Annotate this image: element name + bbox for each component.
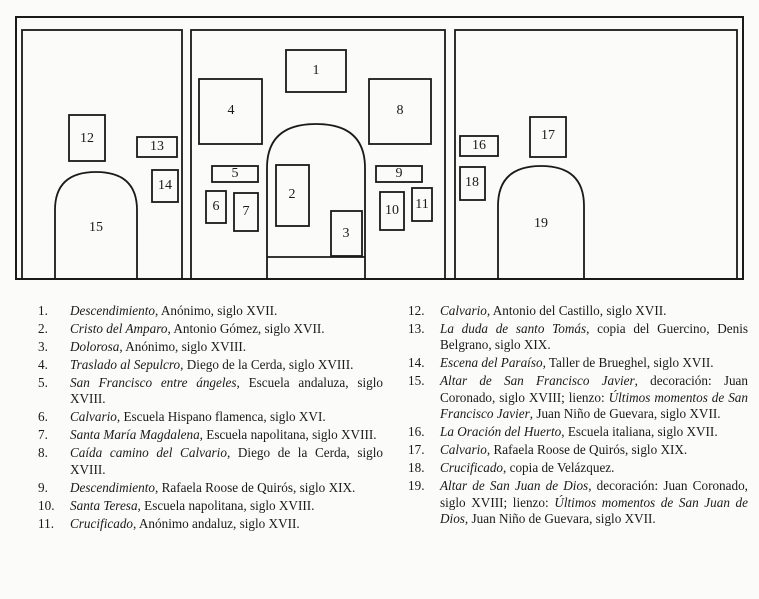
legend-entry-title: La Oración del Huerto	[440, 424, 562, 440]
legend-entry-title: Traslado al Sepulcro	[70, 357, 181, 372]
legend-entry-details: Antonio Gómez, siglo XVII.	[173, 321, 325, 336]
legend-entry-number: 18.	[408, 460, 425, 476]
legend-entry-description	[70, 498, 383, 514]
legend-entry-description	[70, 303, 383, 319]
legend-entry-title: Escena del Paraíso	[440, 355, 543, 371]
legend-entry-description	[440, 424, 748, 440]
painting-number-9: 9	[395, 166, 403, 182]
legend-entry-description	[70, 375, 383, 408]
legend-entry	[38, 427, 383, 443]
painting-number-18: 18	[465, 175, 479, 191]
legend-entry-separator: ,	[226, 445, 238, 461]
legend-entry-description	[440, 373, 748, 422]
legend-entry-details: Escuela napolitana, siglo XVIII.	[206, 427, 377, 443]
legend-entry	[38, 321, 383, 337]
legend-entry-description	[70, 357, 383, 373]
legend-entry-title: Calvario	[70, 409, 117, 425]
painting-number-4: 4	[227, 103, 235, 119]
right-wall	[455, 30, 737, 279]
legend-entry-title: Caída camino del Calvario	[70, 445, 227, 461]
legend-entry-number: 15.	[408, 373, 425, 389]
legend-entry-title: Crucificado	[70, 515, 134, 531]
wall-elevation-diagram	[0, 0, 759, 290]
legend-entry-number: 3.	[38, 339, 48, 354]
legend-entry	[408, 478, 748, 527]
legend-entry-number: 10.	[38, 497, 55, 513]
legend-entry-number: 11.	[38, 515, 54, 531]
painting-number-19: 19	[534, 216, 548, 232]
legend-entry-details: Antonio del Castillo, siglo XVII.	[492, 303, 667, 318]
legend-entry	[38, 357, 383, 373]
legend-entry-description	[70, 409, 383, 425]
legend-entry-description	[70, 445, 383, 478]
legend-entry-number: 9.	[38, 479, 48, 495]
legend-entry	[408, 303, 748, 319]
legend-entry-description	[440, 303, 748, 319]
legend-entry-title: Cristo del Amparo	[70, 321, 168, 336]
legend-entry-title: Calvario	[440, 303, 487, 318]
legend-entry-description	[70, 516, 383, 532]
legend-entry	[38, 516, 383, 532]
painting-number-10: 10	[385, 203, 399, 219]
legend-entry-separator: ,	[167, 321, 174, 336]
legend-entry	[38, 498, 383, 514]
legend-entry-number: 8.	[38, 445, 48, 461]
legend-entry	[38, 480, 383, 496]
legend-entry-title: Santa María Magdalena	[70, 427, 200, 443]
legend-entry-separator: ,	[154, 479, 162, 495]
legend-entry-number: 7.	[38, 427, 48, 443]
legend-entry-title: La duda de santo Tomás	[440, 321, 587, 336]
painting-number-12: 12	[80, 131, 94, 147]
legend-entry-details: copia de Velázquez.	[509, 460, 615, 476]
legend-entry-separator: ,	[503, 460, 510, 476]
legend-left-column	[38, 303, 383, 534]
legend-entry	[38, 339, 383, 355]
legend-entry-description	[70, 427, 383, 443]
legend-entry-number: 2.	[38, 321, 48, 336]
legend-entry	[408, 424, 748, 440]
legend-entry-title: San Francisco entre ángeles	[70, 375, 237, 390]
legend-entry-title: Altar de San Juan de Dios	[440, 478, 589, 494]
legend-entry-details: Escuela italiana, siglo XVII.	[567, 424, 718, 440]
legend-entry-description	[440, 460, 748, 476]
legend-right-column	[408, 303, 748, 529]
legend-entry-details: Escuela andaluza, siglo XVIII.	[70, 375, 383, 407]
legend-entry-title: Dolorosa	[70, 339, 120, 354]
legend-entry-title: Altar de San Francisco Javier	[440, 373, 635, 389]
legend-entry-title: Santa Teresa	[70, 497, 138, 513]
legend-entry-number: 5.	[38, 375, 48, 390]
legend-entry-separator: ,	[586, 321, 598, 336]
painting-number-14: 14	[158, 178, 172, 194]
legend-entry	[408, 442, 748, 458]
left-wall	[22, 30, 182, 279]
legend-entry-details: , Juan Niño de Guevara, siglo XVII.	[464, 511, 656, 527]
legend-entry-separator: ,	[180, 357, 187, 372]
legend-entry-number: 17.	[408, 442, 425, 458]
legend-entry-separator: ,	[133, 515, 139, 531]
legend-entry-number: 4.	[38, 357, 48, 372]
legend-entry-number: 1.	[38, 303, 48, 318]
legend-entry-separator: ,	[588, 478, 597, 494]
painting-number-3: 3	[342, 226, 350, 242]
painting-number-11: 11	[415, 197, 429, 213]
legend-entry-details: Escuela napolitana, siglo XVIII.	[144, 497, 315, 513]
painting-number-2: 2	[288, 187, 296, 203]
legend-entry-details: decoración: Juan Coronado, siglo XVIII; lienzo:	[440, 373, 748, 405]
legend-entry	[38, 375, 383, 408]
legend-entry-number: 14.	[408, 355, 425, 371]
legend-entry-separator: ,	[634, 373, 651, 389]
legend-entry-title: Descendimiento	[70, 303, 155, 318]
legend-entry-title: Crucificado	[440, 460, 504, 476]
legend-entry-title: Descendimiento	[70, 479, 155, 495]
legend-entry	[408, 355, 748, 371]
legend-entry-separator: ,	[116, 409, 124, 425]
legend-entry-description	[70, 339, 383, 355]
legend-entry-separator: ,	[486, 442, 494, 458]
legend-entry	[408, 460, 748, 476]
legend-entry-number: 12.	[408, 303, 425, 318]
legend-entry-separator: ,	[561, 424, 568, 440]
legend-entry-details: Diego de la Cerda, siglo XVIII.	[186, 357, 354, 372]
legend-entry-description	[70, 480, 383, 496]
legend-entry-details: copia del Guercino, Denis Belgrano, siglo XIX.	[440, 321, 748, 353]
legend-entry	[38, 409, 383, 425]
legend-entry-details: Anónimo, siglo XVIII.	[125, 339, 247, 354]
legend-entry	[38, 303, 383, 319]
painting-number-15: 15	[89, 220, 103, 236]
legend-entry-description	[440, 355, 748, 371]
legend-entry-separator: ,	[236, 375, 249, 390]
legend-entry-details: decoración: Juan Coronado, siglo XVIII; lienzo:	[440, 478, 748, 510]
legend-entry-details: Anónimo, siglo XVII.	[160, 303, 278, 318]
legend-entry-description	[440, 478, 748, 527]
legend-entry-number: 19.	[408, 478, 425, 494]
legend-entry-number: 6.	[38, 409, 48, 425]
legend-entry-details: Escuela Hispano flamenca, siglo XVI.	[123, 409, 326, 425]
legend-entry-title: Últimos momentos de San Francisco Javier	[440, 389, 748, 422]
legend-entry-details: , Juan Niño de Guevara, siglo XVII.	[529, 406, 721, 422]
painting-number-6: 6	[212, 199, 220, 215]
legend-entry-title: Calvario	[440, 442, 487, 458]
legend-entry-number: 13.	[408, 321, 425, 336]
legend-entry-details: Rafaela Roose de Quirós, siglo XIX.	[493, 442, 688, 458]
legend-entry-description	[70, 321, 383, 337]
legend-entry-separator: ,	[154, 303, 161, 318]
legend-entry	[38, 445, 383, 478]
legend-entry	[408, 321, 748, 354]
legend-entry-separator: ,	[199, 427, 207, 443]
center-wall	[191, 30, 445, 279]
legend-entry-separator: ,	[119, 339, 126, 354]
painting-number-8: 8	[396, 103, 404, 119]
legend-entry-details: Rafaela Roose de Quirós, siglo XIX.	[161, 479, 356, 495]
legend-entry-number: 16.	[408, 424, 425, 440]
legend-entry-description	[440, 442, 748, 458]
legend-entry-details: Anónimo andaluz, siglo XVII.	[138, 515, 300, 531]
painting-number-17: 17	[541, 128, 555, 144]
legend-entry	[408, 373, 748, 422]
painting-number-1: 1	[312, 63, 320, 79]
legend-entry-separator: ,	[542, 355, 549, 371]
painting-number-13: 13	[150, 139, 164, 155]
legend-entry-details: Taller de Brueghel, siglo XVII.	[548, 355, 714, 371]
painting-number-16: 16	[472, 138, 486, 154]
legend-entry-separator: ,	[137, 497, 145, 513]
legend-entry-description	[440, 321, 748, 354]
legend-entry-separator: ,	[486, 303, 493, 318]
outer-frame	[16, 17, 743, 279]
painting-number-7: 7	[242, 204, 250, 220]
legend-entry-details: Diego de la Cerda, siglo XVIII.	[70, 445, 383, 477]
legend-entry-title: Últimos momentos de San Juan de Dios	[440, 494, 748, 527]
painting-number-5: 5	[231, 166, 239, 182]
